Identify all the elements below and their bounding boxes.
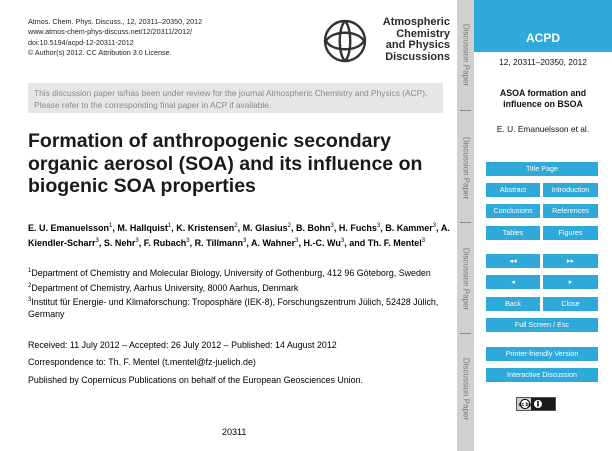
author-affiliation-mark: 3: [376, 223, 381, 229]
short-title: ASOA formation and influence on BSOA: [499, 88, 587, 109]
conclusions-button[interactable]: Conclusions: [486, 204, 540, 218]
author-affiliation-mark: 3: [340, 238, 345, 245]
author-separator: ,: [246, 238, 251, 249]
logo-line: Chemistry: [396, 27, 450, 40]
affiliation-number: 1: [28, 268, 32, 274]
author-separator: ,: [138, 238, 144, 249]
author: R. Tillmann: [194, 238, 243, 249]
abstract-button[interactable]: Abstract: [486, 183, 540, 197]
author-affiliation-mark: 3: [135, 238, 139, 245]
journal-badge: ACPD: [474, 0, 612, 52]
cc-license-badge[interactable]: [516, 397, 556, 411]
author-affiliation-mark: 3: [432, 223, 437, 229]
license: © Author(s) 2012. CC Attribution 3.0 License.: [28, 48, 172, 58]
back-button[interactable]: Back: [486, 297, 540, 311]
author: B. Kammer: [385, 223, 433, 233]
affiliation-text: Department of Chemistry and Molecular Biology, University of Gothenburg, 412 96 Göteborg, Sweden: [31, 267, 431, 278]
affiliations: [28, 266, 453, 321]
author: H.-C. Wu: [303, 238, 341, 249]
author-affiliation-mark: 3: [330, 223, 334, 229]
author-separator: ,: [189, 238, 195, 249]
affiliation: [28, 281, 453, 295]
figures-button[interactable]: Figures: [543, 226, 598, 240]
references-button[interactable]: References: [543, 204, 598, 218]
author-separator: ,: [380, 223, 386, 233]
egu-logo-icon: [318, 14, 372, 68]
correspondence: Correspondence to: Th. F. Mentel (t.mentel@fz-juelich.de): [28, 357, 256, 367]
author-separator: ,: [98, 238, 104, 249]
page-number: 20311: [222, 427, 247, 437]
author-affiliation-mark: 2: [287, 223, 292, 229]
author: K. Kristensen: [176, 223, 235, 233]
full-screen-button[interactable]: Full Screen / Esc: [486, 318, 598, 332]
author-affiliation-mark: 1: [109, 223, 113, 229]
journal-ref: Atmos. Chem. Phys. Discuss., 12, 20311–20350, 2012: [28, 17, 203, 26]
author-separator: , and: [344, 238, 368, 249]
affiliation-number: 2: [28, 282, 32, 289]
discussion-strip: [457, 0, 474, 451]
issue-info: 12, 20311–20350, 2012: [499, 57, 587, 67]
author-separator: ,: [237, 223, 243, 233]
author: Th. F. Mentel: [367, 238, 422, 249]
affiliation-text: Institut für Energie- und Klimaforschung: Troposphäre (IEK-8), Forschungszentrum Jülich, 52428 Jülich, Germany: [28, 297, 439, 319]
strip-divider: [460, 333, 471, 334]
author-separator: ,: [112, 223, 118, 233]
last-page-button[interactable]: ▸▸: [543, 254, 598, 268]
panel-author: E. U. Emanuelsson et al.: [496, 124, 590, 134]
tables-button[interactable]: Tables: [486, 226, 540, 240]
author-separator: ,: [298, 238, 304, 249]
creative-commons-icon: [517, 398, 555, 410]
interactive-discussion-button[interactable]: Interactive Discussion: [486, 368, 598, 382]
review-notice: This discussion paper is/has been under review for the journal Atmospheric Chemistry and Physics (ACP). Please refer to the corresponding final paper in ACP if available.: [28, 83, 443, 113]
journal-logo: [318, 14, 450, 68]
doi: doi:10.5194/acpd-12-20311-2012: [28, 37, 134, 47]
author-affiliation-mark: 2: [234, 223, 238, 229]
printer-friendly-button[interactable]: Printer-friendly Version: [486, 347, 598, 361]
affiliation-number: 3: [28, 297, 32, 304]
strip-label: Discussion Paper: [461, 247, 470, 311]
affiliation: [28, 266, 453, 280]
author-separator: ,: [291, 223, 297, 233]
author-affiliation-mark: 3: [95, 238, 99, 245]
author-affiliation-mark: 3: [295, 238, 299, 245]
author: F. Rubach: [143, 238, 187, 249]
paper-title: Formation of anthropogenic secondary organic aerosol (SOA) and its influence on biogenic SOA properties: [28, 130, 423, 197]
strip-divider: [460, 222, 471, 223]
close-button[interactable]: Close: [543, 297, 598, 311]
author-separator: ,: [171, 223, 177, 233]
author: H. Fuchs: [338, 223, 377, 233]
strip-label: Discussion Paper: [461, 136, 470, 200]
strip-label: Discussion Paper: [461, 23, 470, 87]
logo-line: and Physics: [385, 39, 450, 52]
title-page-button[interactable]: Title Page: [486, 162, 598, 176]
author: A. Wahner: [251, 238, 296, 249]
logo-line: Discussions: [385, 50, 450, 63]
author: M. Glasius: [242, 223, 288, 233]
cc-badge-text: cc by: [518, 402, 532, 408]
introduction-button[interactable]: Introduction: [543, 183, 598, 197]
author: A. Kiendler-Scharr: [28, 223, 450, 249]
author-affiliation-mark: 3: [186, 238, 190, 245]
first-page-button[interactable]: ◂◂: [486, 254, 540, 268]
header-meta: [28, 17, 202, 59]
author-affiliation-mark: 3: [421, 238, 426, 245]
author-separator: ,: [333, 223, 339, 233]
author-separator: ,: [436, 223, 441, 233]
author: E. U. Emanuelsson: [28, 223, 110, 233]
article-url[interactable]: www.atmos-chem-phys-discuss.net/12/20311/2012/: [28, 27, 193, 37]
author-affiliation-mark: 1: [167, 223, 172, 229]
published-by: Published by Copernicus Publications on behalf of the European Geosciences Union.: [28, 375, 363, 385]
affiliation-text: Department of Chemistry, Aarhus University, 8000 Aarhus, Denmark: [31, 282, 299, 293]
strip-label: Discussion Paper: [461, 357, 470, 421]
strip-divider: [460, 110, 471, 111]
author: B. Bohn: [296, 223, 331, 233]
author-affiliation-mark: 3: [242, 238, 247, 245]
affiliation: [28, 295, 453, 320]
author: M. Hallquist: [117, 223, 168, 233]
logo-text: [372, 17, 450, 63]
dates: Received: 11 July 2012 – Accepted: 26 July 2012 – Published: 14 August 2012: [28, 340, 337, 350]
author-list: [28, 220, 453, 251]
author: S. Nehr: [103, 238, 136, 249]
logo-line: Atmospheric: [382, 16, 450, 28]
next-page-button[interactable]: ▸: [543, 275, 598, 289]
previous-page-button[interactable]: ◂: [486, 275, 540, 289]
